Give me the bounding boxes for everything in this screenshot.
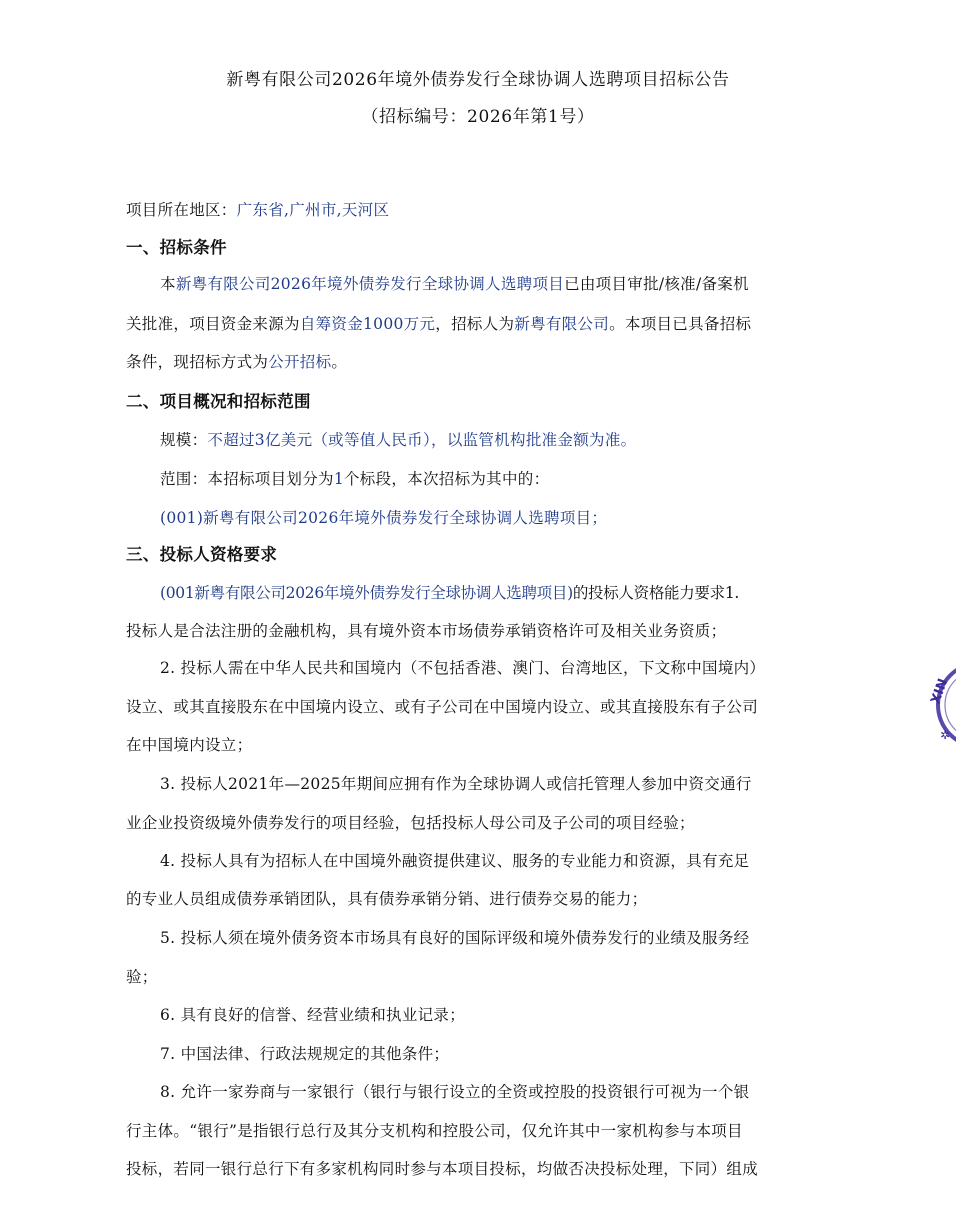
qualification-item-5-line-1: 5. 投标人须在境外债务资本市场具有良好的国际评级和境外债券发行的业绩及服务经 (160, 929, 750, 947)
qualification-item-2-line-2: 设立、或其直接股东在中国境内设立、或有子公司在中国境内设立、或其直接股东有子公司 (126, 698, 759, 716)
section-heading-3: 三、投标人资格要求 (126, 545, 278, 564)
section1-line-2 (126, 314, 751, 334)
location-value: 广东省,广州市,天河区 (236, 201, 390, 219)
qualification-item-5-line-2: 验； (126, 968, 158, 986)
qualification-item-4-line-2: 的专业人员组成债券承销团队，具有债券承销分销、进行债券交易的能力； (126, 890, 648, 908)
section-heading-1: 一、招标条件 (126, 238, 227, 257)
qualification-item-7: 7. 中国法律、行政法规规定的其他条件； (160, 1045, 450, 1063)
qualification-item-2-line-1: 2. 投标人需在中华人民共和国境内（不包括香港、澳门、台湾地区，下文称中国境内） (160, 659, 766, 677)
project-scale (160, 430, 636, 450)
document-subtitle: （招标编号：2026年第1号） (361, 107, 595, 127)
qualification-item-6: 6. 具有良好的信誉、经营业绩和执业记录； (160, 1006, 466, 1024)
qualification-item-8-line-2: 行主体。“银行”是指银行总行及其分支机构和控股公司，仅允许其中一家机构参与本项目 (126, 1122, 743, 1140)
svg-text:XIN: XIN (928, 676, 952, 707)
lot-reference: (001新粤有限公司2026年境外债券发行全球协调人选聘项目) (160, 584, 573, 602)
company-seal-stamp (918, 655, 956, 755)
funding-source: 自筹资金1000万元 (299, 315, 436, 333)
text-run: 个标段，本次招标为其中的： (343, 470, 550, 488)
text-run: 已由项目审批/核准/备案机 (564, 275, 749, 293)
qualification-item-1: 投标人是合法注册的金融机构，具有境外资本市场债券承销资格许可及相关业务资质； (126, 622, 727, 640)
qualification-item-8-line-3: 投标，若同一银行总行下有多家机构同时参与本项目投标，均做否决投标处理，下同）组成 (126, 1160, 759, 1178)
text-run: 本 (160, 275, 176, 293)
text-run: ，招标人为 (435, 315, 515, 333)
section1-line-3 (126, 352, 347, 372)
qualification-item-2-line-3: 在中国境内设立； (126, 736, 253, 754)
seal-icon (918, 655, 956, 755)
lot-item: (001)新粤有限公司2026年境外债券发行全球协调人选聘项目； (160, 509, 608, 527)
section1-line-1 (160, 274, 749, 294)
project-name: 新粤有限公司2026年境外债券发行全球协调人选聘项目 (175, 275, 565, 293)
svg-text:✲: ✲ (940, 728, 951, 742)
text-run: 关批准，项目资金来源为 (126, 315, 300, 333)
qualification-item-3-line-1: 3. 投标人2021年—2025年期间应拥有作为全球协调人或信托管理人参加中资交通行 (160, 775, 752, 793)
project-scope (160, 469, 549, 489)
text-run: 的投标人资格能力要求 (572, 584, 725, 602)
scale-value: 不超过3亿美元（或等值人民币），以监管机构批准金额为准。 (207, 431, 637, 449)
scale-label: 规模： (160, 431, 208, 449)
qualification-item-8-line-1: 8. 允许一家券商与一家银行（银行与银行设立的全资或控股的投资银行可视为一个银 (160, 1083, 750, 1101)
text-run: 。 (331, 353, 348, 371)
text-run: 范围：本招标项目划分为 (160, 470, 334, 488)
text-run: 。本项目已具备招标 (609, 315, 752, 333)
project-location (126, 200, 389, 220)
item-number: 1. (724, 584, 740, 602)
tender-method: 公开招标 (268, 353, 332, 371)
section-heading-2: 二、项目概况和招标范围 (126, 392, 311, 411)
qualification-item-3-line-2: 业企业投资级境外债券发行的项目经验，包括投标人母公司及子公司的项目经验； (126, 814, 695, 832)
tenderer-name: 新粤有限公司 (514, 315, 610, 333)
document-title: 新粤有限公司2026年境外债券发行全球协调人选聘项目招标公告 (226, 70, 730, 90)
lot-count: 1 (333, 470, 344, 488)
location-label: 项目所在地区： (126, 201, 237, 219)
qualification-intro (160, 583, 739, 603)
qualification-item-4-line-1: 4. 投标人具有为招标人在中国境外融资提供建议、服务的专业能力和资源，具有充足 (160, 852, 750, 870)
text-run: 条件，现招标方式为 (126, 353, 269, 371)
